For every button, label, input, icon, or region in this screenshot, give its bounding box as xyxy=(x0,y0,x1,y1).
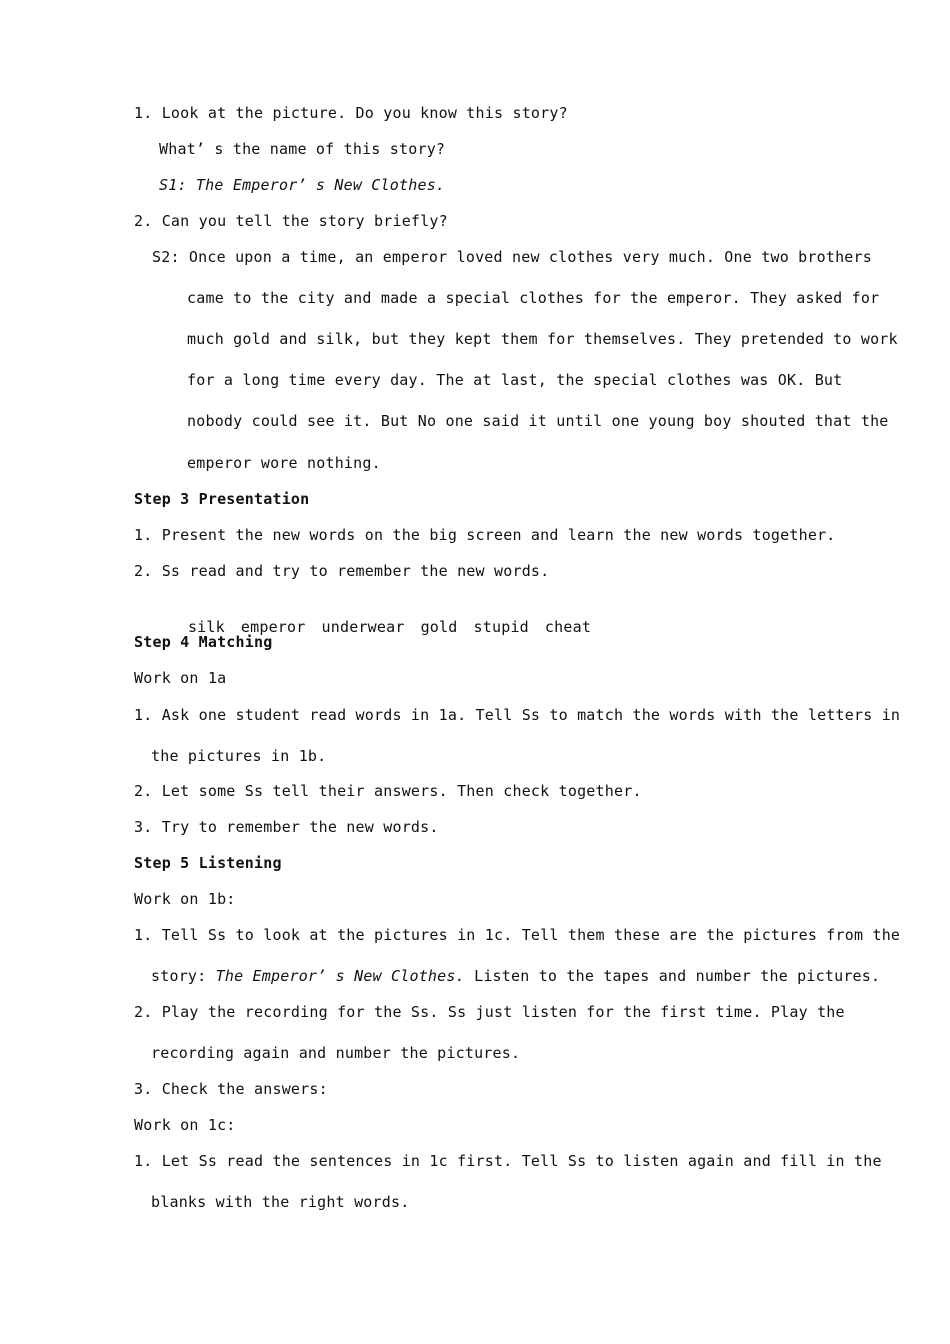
question-1-sub: What’ s the name of this story? xyxy=(159,140,446,158)
question-1: 1. Look at the picture. Do you know this story? xyxy=(134,104,568,122)
question-2: 2. Can you tell the story briefly? xyxy=(134,212,448,230)
step5-item: 3. Check the answers: xyxy=(134,1080,328,1098)
step5-item: 1. Let Ss read the sentences in 1c first. Tell Ss to listen again and fill in the xyxy=(134,1152,882,1170)
step5-item: 1. Tell Ss to look at the pictures in 1c. Tell them these are the pictures from the xyxy=(134,926,901,944)
step4-heading: Step 4 Matching xyxy=(134,633,273,651)
step5-item: recording again and number the pictures. xyxy=(151,1044,521,1062)
step5-item: 2. Play the recording for the Ss. Ss just listen for the first time. Play the xyxy=(134,1003,845,1021)
step5-item: blanks with the right words. xyxy=(151,1193,410,1211)
step3-item: 1. Present the new words on the big screen and learn the new words together. xyxy=(134,526,836,544)
vocab-word: emperor xyxy=(240,618,306,636)
step5-item-suffix: Listen to the tapes and number the pictures. xyxy=(464,967,881,985)
vocab-word: cheat xyxy=(544,618,592,636)
step4-item: 2. Let some Ss tell their answers. Then check together. xyxy=(134,782,642,800)
step5-item xyxy=(151,966,880,986)
vocab-word: stupid xyxy=(473,618,529,636)
answer-s2-line: came to the city and made a special clothes for the emperor. They asked for xyxy=(187,289,880,307)
step5-item-prefix: story: xyxy=(151,967,216,985)
step3-heading: Step 3 Presentation xyxy=(134,490,310,508)
step5-work-label: Work on 1b: xyxy=(134,890,236,908)
vocab-word: underwear xyxy=(321,618,405,636)
step3-item: 2. Ss read and try to remember the new words. xyxy=(134,562,550,580)
step4-item: 3. Try to remember the new words. xyxy=(134,818,439,836)
step4-item: the pictures in 1b. xyxy=(151,747,327,765)
answer-s2-line: nobody could see it. But No one said it until one young boy shouted that the xyxy=(187,412,889,430)
step5-work-label: Work on 1c: xyxy=(134,1116,236,1134)
step4-work-label: Work on 1a xyxy=(134,669,227,687)
answer-s2-line: S2: Once upon a time, an emperor loved new clothes very much. One two brothers xyxy=(152,248,872,266)
story-title: The Emperor’ s New Clothes. xyxy=(215,967,465,985)
step4-item: 1. Ask one student read words in 1a. Tell Ss to match the words with the letters in xyxy=(134,706,901,724)
answer-s2-line: emperor wore nothing. xyxy=(187,454,381,472)
answer-s2-line: much gold and silk, but they kept them for themselves. They pretended to work xyxy=(187,330,898,348)
answer-s2-line: for a long time every day. The at last, the special clothes was OK. But xyxy=(187,371,843,389)
vocab-word: gold xyxy=(420,618,458,636)
answer-s1: S1: The Emperor’ s New Clothes. xyxy=(159,176,446,194)
vocab-word: silk xyxy=(187,618,225,636)
step5-heading: Step 5 Listening xyxy=(134,854,282,872)
